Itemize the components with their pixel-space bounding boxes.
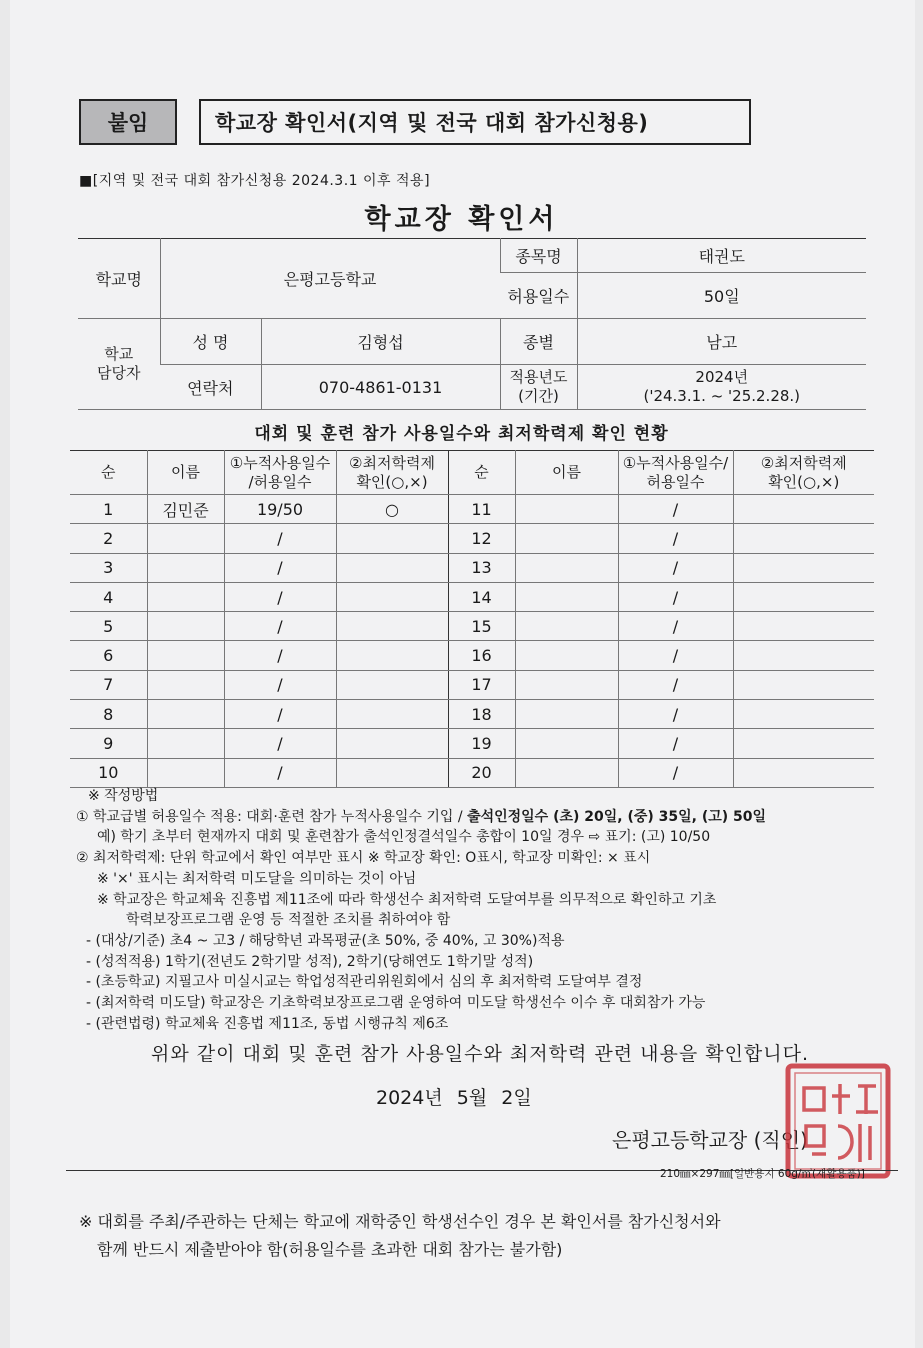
row-min-left <box>336 758 448 787</box>
row-name-right <box>515 524 618 553</box>
row-days-right: / <box>618 670 733 699</box>
row-name-left <box>147 670 224 699</box>
table-row <box>70 729 874 758</box>
row-days-right: / <box>618 524 733 553</box>
instructions-heading: ※ 작성방법 <box>88 788 159 804</box>
row-min-right <box>733 524 874 553</box>
row-name-right <box>515 553 618 582</box>
row-no-left: 6 <box>70 641 147 670</box>
row-name-right <box>515 582 618 611</box>
row-days-right: / <box>618 641 733 670</box>
paper-spec: 210㎜×297㎜[일반용지 60g/㎡(재활용품)] <box>660 1168 865 1180</box>
row-min-right <box>733 553 874 582</box>
row-days-right: / <box>618 553 733 582</box>
row-days-right: / <box>618 729 733 758</box>
row-days-left: / <box>224 729 336 758</box>
row-no-right: 13 <box>448 553 515 582</box>
col-no-left: 순 <box>70 451 147 495</box>
row-no-right: 18 <box>448 700 515 729</box>
instruction-4: ※ 학교장은 학교체육 진흥법 제11조에 따라 학생선수 최저학력 도달여부를 의무적으로 확인하고 기초 <box>97 891 717 908</box>
table-row <box>70 641 874 670</box>
col-days-right-line1: ①누적사용일수/ <box>622 453 729 472</box>
school-info-table <box>78 238 866 410</box>
table-row <box>70 495 874 524</box>
col-days-left-line2: /허용일수 <box>248 472 312 491</box>
table-row <box>70 670 874 699</box>
row-days-left: 19/50 <box>224 495 336 524</box>
row-no-right: 15 <box>448 612 515 641</box>
period-value-line2: ('24.3.1. ~ '25.2.28.) <box>643 387 801 405</box>
row-min-left: ○ <box>336 495 448 524</box>
instruction-1-example: 예) 학기 초부터 현재까지 대회 및 훈련참가 출석인정결석일수 총합이 10일 경우 ⇨ 표기: (고) 10/50 <box>97 829 711 846</box>
row-name-left <box>147 612 224 641</box>
instruction-1-emphasis: 출석인정일수 (초) 20일, (중) 35일, (고) 50일 <box>467 808 767 825</box>
gender-value: 남고 <box>577 319 866 365</box>
instruction-2: ② 최저학력제: 단위 학교에서 확인 여부만 표시 ※ 학교장 확인: O표시, 학교장 미확인: × 표시 <box>76 850 651 867</box>
col-days-right <box>618 451 733 495</box>
col-min-right-line2: 확인(○,×) <box>768 472 840 491</box>
status-subtitle: 대회 및 훈련 참가 사용일수와 최저학력제 확인 현황 <box>254 424 669 444</box>
row-no-left: 4 <box>70 582 147 611</box>
row-name-left <box>147 700 224 729</box>
row-no-left: 2 <box>70 524 147 553</box>
row-min-left <box>336 612 448 641</box>
row-min-left <box>336 729 448 758</box>
contact-label: 연락처 <box>160 365 261 410</box>
sport-label: 종목명 <box>500 239 577 273</box>
detail-5: - (관련법령) 학교체육 진흥법 제11조, 동법 시행규칙 제6조 <box>86 1015 449 1032</box>
row-no-right: 14 <box>448 582 515 611</box>
col-min-right <box>733 451 874 495</box>
name-value: 김형섭 <box>261 319 500 365</box>
contact-value: 070-4861-0131 <box>261 365 500 410</box>
issue-date: 2024년 5월 2일 <box>376 1087 532 1109</box>
row-days-left: / <box>224 553 336 582</box>
col-min-left-line1: ②최저학력제 <box>349 453 435 472</box>
row-min-right <box>733 670 874 699</box>
col-days-left-line1: ①누적사용일수 <box>229 453 331 472</box>
row-min-left <box>336 641 448 670</box>
detail-1: - (대상/기준) 초4 ~ 고3 / 해당학년 과목평균(초 50%, 중 40%, 고 30%)적용 <box>86 932 565 949</box>
instruction-1 <box>76 807 766 828</box>
table-row <box>70 553 874 582</box>
principal-signature: 은평고등학교장 (직인) <box>612 1128 808 1152</box>
row-name-left <box>147 553 224 582</box>
row-days-left: / <box>224 582 336 611</box>
instruction-1-text: ① 학교급별 허용일수 적용: 대회·훈련 참가 누적사용일수 기입 / <box>76 808 468 825</box>
row-days-left: / <box>224 641 336 670</box>
manager-label <box>78 319 160 410</box>
col-min-right-line1: ②최저학력제 <box>760 453 847 472</box>
period-label <box>500 365 577 410</box>
row-days-right: / <box>618 582 733 611</box>
row-no-left: 8 <box>70 700 147 729</box>
col-name-left: 이름 <box>147 451 224 495</box>
attachment-tag: 붙임 <box>79 99 177 145</box>
row-days-right: / <box>618 495 733 524</box>
row-min-left <box>336 670 448 699</box>
row-name-left <box>147 524 224 553</box>
row-no-right: 17 <box>448 670 515 699</box>
detail-2: - (성적적용) 1학기(전년도 2학기말 성적), 2학기(당해연도 1학기말 성적) <box>86 953 534 970</box>
row-min-right <box>733 729 874 758</box>
table-row <box>70 700 874 729</box>
official-seal-icon <box>782 1060 894 1182</box>
notice-line-2: 함께 반드시 제출받아야 함(허용일수를 초과한 대회 참가는 불가함) <box>97 1240 563 1259</box>
row-name-left <box>147 582 224 611</box>
row-name-right <box>515 700 618 729</box>
period-value-line1: 2024년 <box>695 368 749 386</box>
document-headline: 학교장 확인서(지역 및 전국 대회 참가신청용) <box>199 99 751 145</box>
col-days-left <box>224 451 336 495</box>
col-min-left-line2: 확인(○,×) <box>356 472 428 491</box>
period-label-line1: 적용년도 <box>509 368 568 386</box>
row-days-left: / <box>224 612 336 641</box>
table-header-row <box>70 451 874 495</box>
row-no-left: 7 <box>70 670 147 699</box>
manager-label-line2: 담당자 <box>97 364 141 382</box>
row-days-right: / <box>618 700 733 729</box>
school-label: 학교명 <box>78 239 160 319</box>
row-name-left: 김민준 <box>147 495 224 524</box>
table-row <box>70 758 874 787</box>
row-min-right <box>733 758 874 787</box>
row-days-right: / <box>618 612 733 641</box>
col-days-right-line2: 허용일수 <box>646 472 705 491</box>
period-label-line2: (기간) <box>518 387 559 405</box>
row-name-right <box>515 612 618 641</box>
detail-4: - (최저학력 미도달) 학교장은 기초학력보장프로그램 운영하여 미도달 학생선수 이수 후 대회참가 가능 <box>86 995 706 1012</box>
applicability-note: ■[지역 및 전국 대회 참가신청용 2024.3.1 이후 적용] <box>79 173 431 189</box>
instruction-3: ※ '×' 표시는 최저학력 미도달을 의미하는 것이 아님 <box>97 870 417 887</box>
row-min-left <box>336 524 448 553</box>
row-no-left: 10 <box>70 758 147 787</box>
name-label: 성 명 <box>160 319 261 365</box>
row-days-left: / <box>224 700 336 729</box>
row-min-right <box>733 641 874 670</box>
row-no-right: 12 <box>448 524 515 553</box>
row-min-left <box>336 582 448 611</box>
notice-line-1: ※ 대회를 주최/주관하는 단체는 학교에 재학중인 학생선수인 경우 본 확인서를 참가신청서와 <box>79 1212 721 1231</box>
row-no-right: 11 <box>448 495 515 524</box>
period-value <box>577 365 866 410</box>
manager-label-line1: 학교 <box>104 345 134 363</box>
col-min-left <box>336 451 448 495</box>
confirmation-statement: 위와 같이 대회 및 훈련 참가 사용일수와 최저학력 관련 내용을 확인합니다. <box>150 1043 810 1065</box>
row-no-right: 19 <box>448 729 515 758</box>
row-no-left: 3 <box>70 553 147 582</box>
writing-instructions <box>76 786 766 1034</box>
row-days-left: / <box>224 670 336 699</box>
row-min-right <box>733 582 874 611</box>
instruction-4-cont: 학력보장프로그램 운영 등 적절한 조치를 취하여야 함 <box>126 912 451 929</box>
row-no-right: 16 <box>448 641 515 670</box>
row-days-left: / <box>224 524 336 553</box>
row-days-left: / <box>224 758 336 787</box>
row-min-left <box>336 700 448 729</box>
row-min-right <box>733 700 874 729</box>
gender-label: 종별 <box>500 319 577 365</box>
row-no-right: 20 <box>448 758 515 787</box>
row-min-right <box>733 495 874 524</box>
row-name-left <box>147 758 224 787</box>
row-no-left: 9 <box>70 729 147 758</box>
page-title: 학교장 확인서 <box>364 204 559 235</box>
col-name-right: 이름 <box>515 451 618 495</box>
row-no-left: 1 <box>70 495 147 524</box>
allowed-days-label: 허용일수 <box>500 273 577 319</box>
row-name-right <box>515 495 618 524</box>
sport-value: 태권도 <box>577 239 866 273</box>
row-min-right <box>733 612 874 641</box>
table-row <box>70 612 874 641</box>
row-name-left <box>147 729 224 758</box>
row-name-right <box>515 729 618 758</box>
row-name-left <box>147 641 224 670</box>
table-row <box>70 582 874 611</box>
table-row <box>70 524 874 553</box>
row-min-left <box>336 553 448 582</box>
col-no-right: 순 <box>448 451 515 495</box>
row-name-right <box>515 758 618 787</box>
participation-table <box>70 450 874 788</box>
row-no-left: 5 <box>70 612 147 641</box>
school-value: 은평고등학교 <box>160 239 500 319</box>
detail-3: - (초등학교) 지필고사 미실시교는 학업성적관리위원회에서 심의 후 최저학력 도달여부 결정 <box>86 974 643 991</box>
submission-notice <box>79 1208 721 1264</box>
row-name-right <box>515 641 618 670</box>
allowed-days-value: 50일 <box>577 273 866 319</box>
row-days-right: / <box>618 758 733 787</box>
row-name-right <box>515 670 618 699</box>
